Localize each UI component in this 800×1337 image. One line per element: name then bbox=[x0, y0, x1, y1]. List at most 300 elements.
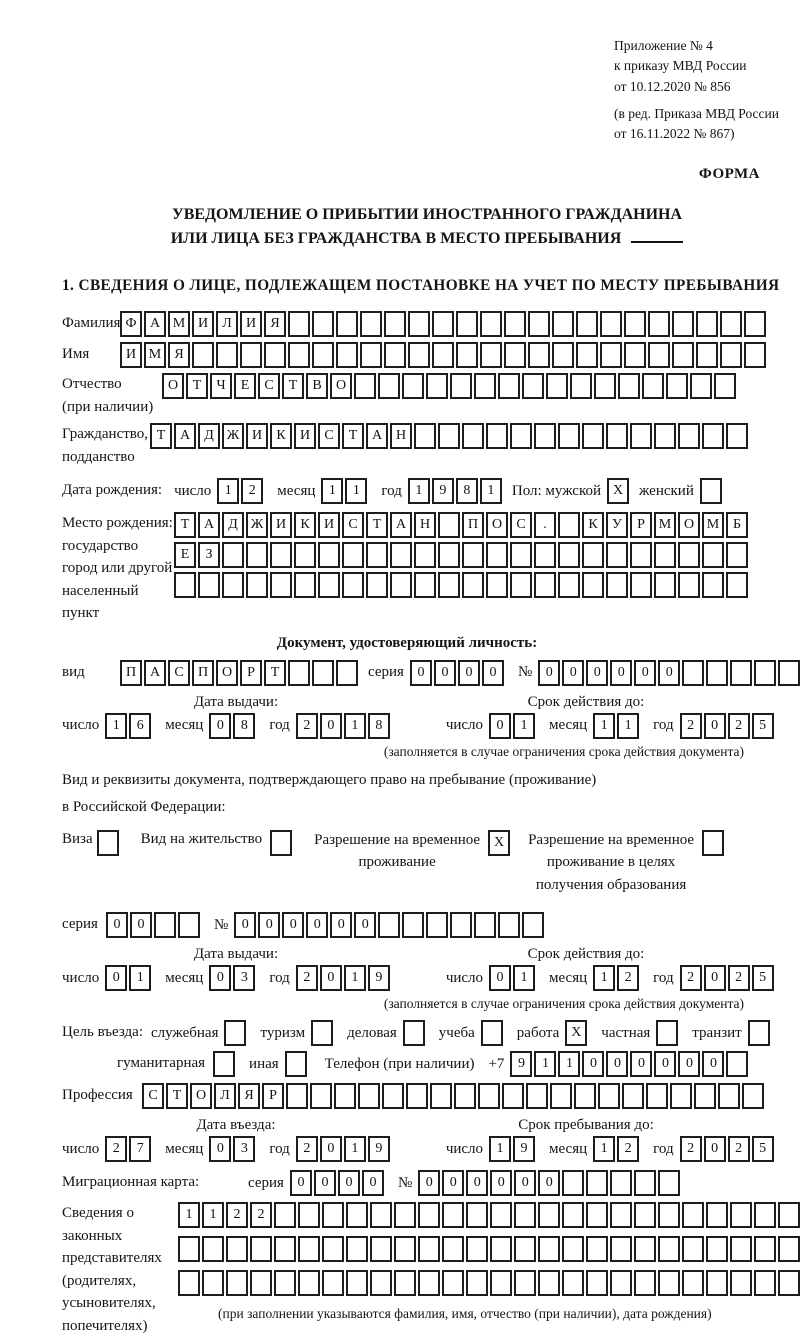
purpose-study-checkbox[interactable] bbox=[481, 1020, 505, 1046]
form-cell[interactable] bbox=[270, 572, 292, 598]
patronymic-cells[interactable] bbox=[162, 373, 738, 399]
doc-series-cells[interactable] bbox=[410, 660, 506, 686]
form-cell[interactable] bbox=[670, 1083, 692, 1109]
form-cell[interactable] bbox=[312, 660, 334, 686]
form-cell[interactable] bbox=[432, 342, 454, 368]
form-cell[interactable]: А bbox=[198, 512, 220, 538]
form-cell[interactable]: Р bbox=[630, 512, 652, 538]
form-cell[interactable]: П bbox=[120, 660, 142, 686]
form-cell[interactable]: И bbox=[120, 342, 142, 368]
form-cell[interactable] bbox=[442, 1202, 464, 1228]
form-cell[interactable] bbox=[394, 1236, 416, 1262]
form-cell[interactable] bbox=[576, 342, 598, 368]
form-cell[interactable] bbox=[778, 1236, 800, 1262]
form-cell[interactable] bbox=[178, 912, 200, 938]
form-cell[interactable]: А bbox=[144, 660, 166, 686]
form-cell[interactable]: 0 bbox=[130, 912, 152, 938]
form-cell[interactable] bbox=[490, 1270, 512, 1296]
phone-cells[interactable] bbox=[510, 1051, 750, 1077]
form-cell[interactable] bbox=[336, 660, 358, 686]
form-cell[interactable]: 0 bbox=[282, 912, 304, 938]
form-cell[interactable] bbox=[358, 1083, 380, 1109]
form-cell[interactable] bbox=[342, 542, 364, 568]
form-cell[interactable]: 7 bbox=[129, 1136, 151, 1162]
form-cell[interactable]: . bbox=[534, 512, 556, 538]
form-cell[interactable]: 1 bbox=[513, 965, 535, 991]
form-cell[interactable] bbox=[442, 1236, 464, 1262]
form-cell[interactable] bbox=[748, 1020, 770, 1046]
form-cell[interactable] bbox=[534, 572, 556, 598]
form-cell[interactable] bbox=[528, 311, 550, 337]
form-cell[interactable] bbox=[378, 912, 400, 938]
form-cell[interactable] bbox=[222, 572, 244, 598]
birthplace-cells-row3[interactable] bbox=[174, 572, 750, 598]
form-cell[interactable]: К bbox=[582, 512, 604, 538]
form-cell[interactable] bbox=[490, 1236, 512, 1262]
form-cell[interactable]: 0 bbox=[105, 965, 127, 991]
form-cell[interactable]: П bbox=[462, 512, 484, 538]
form-cell[interactable] bbox=[606, 542, 628, 568]
form-cell[interactable]: М bbox=[144, 342, 166, 368]
form-cell[interactable]: 2 bbox=[728, 965, 750, 991]
form-cell[interactable] bbox=[754, 1202, 776, 1228]
form-cell[interactable] bbox=[246, 572, 268, 598]
form-cell[interactable] bbox=[682, 1202, 704, 1228]
form-cell[interactable] bbox=[690, 373, 712, 399]
form-cell[interactable]: 0 bbox=[320, 713, 342, 739]
form-cell[interactable]: 1 bbox=[217, 478, 239, 504]
form-cell[interactable] bbox=[462, 542, 484, 568]
form-cell[interactable] bbox=[586, 1170, 608, 1196]
form-cell[interactable]: А bbox=[366, 423, 388, 449]
form-cell[interactable]: Р bbox=[240, 660, 262, 686]
form-cell[interactable] bbox=[696, 342, 718, 368]
form-cell[interactable]: Б bbox=[726, 512, 748, 538]
form-cell[interactable]: М bbox=[654, 512, 676, 538]
form-cell[interactable]: Р bbox=[262, 1083, 284, 1109]
form-cell[interactable]: Ч bbox=[210, 373, 232, 399]
form-cell[interactable] bbox=[558, 512, 580, 538]
form-cell[interactable] bbox=[213, 1051, 235, 1077]
form-cell[interactable] bbox=[648, 342, 670, 368]
form-cell[interactable] bbox=[510, 542, 532, 568]
migration-series-cells[interactable] bbox=[290, 1170, 386, 1196]
form-cell[interactable] bbox=[456, 311, 478, 337]
form-cell[interactable] bbox=[154, 912, 176, 938]
form-cell[interactable]: С bbox=[142, 1083, 164, 1109]
form-cell[interactable] bbox=[97, 830, 119, 856]
form-cell[interactable]: 1 bbox=[344, 713, 366, 739]
form-cell[interactable] bbox=[490, 1202, 512, 1228]
form-cell[interactable]: 0 bbox=[562, 660, 584, 686]
form-cell[interactable] bbox=[582, 423, 604, 449]
form-cell[interactable] bbox=[730, 1270, 752, 1296]
form-cell[interactable] bbox=[486, 572, 508, 598]
form-cell[interactable] bbox=[480, 311, 502, 337]
form-cell[interactable] bbox=[538, 1236, 560, 1262]
form-cell[interactable] bbox=[648, 311, 670, 337]
form-cell[interactable] bbox=[598, 1083, 620, 1109]
form-cell[interactable] bbox=[346, 1270, 368, 1296]
form-cell[interactable] bbox=[414, 572, 436, 598]
form-cell[interactable]: 9 bbox=[510, 1051, 532, 1077]
purpose-work-checkbox[interactable] bbox=[565, 1020, 589, 1046]
form-cell[interactable]: С bbox=[342, 512, 364, 538]
form-cell[interactable]: 1 bbox=[593, 713, 615, 739]
form-cell[interactable]: И bbox=[240, 311, 262, 337]
purpose-official-checkbox[interactable] bbox=[224, 1020, 248, 1046]
form-cell[interactable] bbox=[682, 1270, 704, 1296]
form-cell[interactable] bbox=[264, 342, 286, 368]
form-cell[interactable] bbox=[438, 572, 460, 598]
form-cell[interactable] bbox=[586, 1202, 608, 1228]
form-cell[interactable]: Ж bbox=[222, 423, 244, 449]
form-cell[interactable] bbox=[514, 1270, 536, 1296]
residence-series-cells[interactable] bbox=[106, 912, 202, 938]
form-cell[interactable]: Я bbox=[238, 1083, 260, 1109]
form-cell[interactable]: О bbox=[330, 373, 352, 399]
form-cell[interactable] bbox=[510, 423, 532, 449]
residence-issue-month[interactable] bbox=[209, 965, 257, 991]
form-cell[interactable]: 6 bbox=[129, 713, 151, 739]
form-cell[interactable]: О bbox=[678, 512, 700, 538]
form-cell[interactable] bbox=[694, 1083, 716, 1109]
form-cell[interactable]: 2 bbox=[250, 1202, 272, 1228]
form-cell[interactable]: 2 bbox=[296, 1136, 318, 1162]
form-cell[interactable] bbox=[742, 1083, 764, 1109]
temp-residence-checkbox[interactable] bbox=[488, 830, 512, 856]
form-cell[interactable] bbox=[696, 311, 718, 337]
form-cell[interactable] bbox=[618, 373, 640, 399]
form-cell[interactable] bbox=[408, 342, 430, 368]
form-cell[interactable] bbox=[610, 1170, 632, 1196]
form-cell[interactable] bbox=[624, 342, 646, 368]
purpose-transit-checkbox[interactable] bbox=[748, 1020, 772, 1046]
form-cell[interactable] bbox=[706, 1270, 728, 1296]
form-cell[interactable]: Д bbox=[198, 423, 220, 449]
form-cell[interactable]: 2 bbox=[617, 965, 639, 991]
birthplace-cells-row2[interactable] bbox=[174, 542, 750, 568]
form-cell[interactable] bbox=[430, 1083, 452, 1109]
form-cell[interactable] bbox=[606, 572, 628, 598]
form-cell[interactable] bbox=[402, 912, 424, 938]
form-cell[interactable]: 0 bbox=[704, 1136, 726, 1162]
form-cell[interactable] bbox=[390, 572, 412, 598]
form-cell[interactable] bbox=[402, 373, 424, 399]
form-cell[interactable] bbox=[502, 1083, 524, 1109]
form-cell[interactable] bbox=[550, 1083, 572, 1109]
form-cell[interactable] bbox=[672, 342, 694, 368]
form-cell[interactable] bbox=[706, 660, 728, 686]
form-cell[interactable] bbox=[600, 342, 622, 368]
form-cell[interactable]: 1 bbox=[513, 713, 535, 739]
form-cell[interactable]: 1 bbox=[593, 965, 615, 991]
form-cell[interactable]: 2 bbox=[105, 1136, 127, 1162]
form-cell[interactable] bbox=[466, 1270, 488, 1296]
form-cell[interactable] bbox=[726, 572, 748, 598]
form-cell[interactable]: И bbox=[270, 512, 292, 538]
residence-issue-day[interactable] bbox=[105, 965, 153, 991]
form-cell[interactable]: 2 bbox=[680, 713, 702, 739]
form-cell[interactable]: 0 bbox=[514, 1170, 536, 1196]
form-cell[interactable] bbox=[354, 373, 376, 399]
form-cell[interactable]: С bbox=[318, 423, 340, 449]
form-cell[interactable]: 5 bbox=[752, 713, 774, 739]
form-cell[interactable]: 0 bbox=[654, 1051, 676, 1077]
citizenship-cells[interactable] bbox=[150, 423, 750, 449]
form-cell[interactable]: 0 bbox=[466, 1170, 488, 1196]
entry-year[interactable] bbox=[296, 1136, 392, 1162]
form-cell[interactable] bbox=[366, 542, 388, 568]
form-cell[interactable] bbox=[630, 572, 652, 598]
form-cell[interactable]: 0 bbox=[362, 1170, 384, 1196]
form-cell[interactable] bbox=[418, 1202, 440, 1228]
form-cell[interactable]: 0 bbox=[338, 1170, 360, 1196]
form-cell[interactable]: Л bbox=[216, 311, 238, 337]
form-cell[interactable]: 1 bbox=[202, 1202, 224, 1228]
form-cell[interactable]: Т bbox=[282, 373, 304, 399]
doc-kind-cells[interactable] bbox=[120, 660, 360, 686]
form-cell[interactable] bbox=[678, 542, 700, 568]
form-cell[interactable] bbox=[562, 1170, 584, 1196]
form-cell[interactable] bbox=[462, 423, 484, 449]
form-cell[interactable]: 1 bbox=[593, 1136, 615, 1162]
form-cell[interactable]: Т bbox=[186, 373, 208, 399]
form-cell[interactable] bbox=[754, 660, 776, 686]
form-cell[interactable] bbox=[384, 342, 406, 368]
form-cell[interactable]: 1 bbox=[178, 1202, 200, 1228]
form-cell[interactable] bbox=[558, 542, 580, 568]
form-cell[interactable]: 1 bbox=[345, 478, 367, 504]
form-cell[interactable]: 1 bbox=[480, 478, 502, 504]
form-cell[interactable] bbox=[450, 912, 472, 938]
form-cell[interactable] bbox=[298, 1270, 320, 1296]
form-cell[interactable] bbox=[360, 311, 382, 337]
form-cell[interactable] bbox=[178, 1236, 200, 1262]
form-cell[interactable] bbox=[744, 342, 766, 368]
form-cell[interactable] bbox=[390, 542, 412, 568]
form-cell[interactable]: О bbox=[486, 512, 508, 538]
form-cell[interactable] bbox=[754, 1270, 776, 1296]
form-cell[interactable] bbox=[606, 423, 628, 449]
form-cell[interactable]: С bbox=[168, 660, 190, 686]
form-cell[interactable] bbox=[274, 1236, 296, 1262]
form-cell[interactable] bbox=[522, 373, 544, 399]
form-cell[interactable]: 0 bbox=[489, 965, 511, 991]
visa-checkbox[interactable] bbox=[97, 830, 121, 856]
form-cell[interactable]: 2 bbox=[728, 1136, 750, 1162]
form-cell[interactable]: 1 bbox=[129, 965, 151, 991]
form-cell[interactable]: О bbox=[190, 1083, 212, 1109]
form-cell[interactable] bbox=[312, 311, 334, 337]
form-cell[interactable] bbox=[322, 1202, 344, 1228]
form-cell[interactable]: 1 bbox=[408, 478, 430, 504]
form-cell[interactable]: С bbox=[510, 512, 532, 538]
profession-cells[interactable] bbox=[142, 1083, 766, 1109]
form-cell[interactable]: Н bbox=[414, 512, 436, 538]
form-cell[interactable]: 8 bbox=[456, 478, 478, 504]
form-cell[interactable]: П bbox=[192, 660, 214, 686]
form-cell[interactable] bbox=[370, 1270, 392, 1296]
form-cell[interactable] bbox=[288, 660, 310, 686]
form-cell[interactable]: И bbox=[294, 423, 316, 449]
form-cell[interactable]: Т bbox=[342, 423, 364, 449]
form-cell[interactable] bbox=[426, 912, 448, 938]
form-cell[interactable] bbox=[666, 373, 688, 399]
form-cell[interactable]: 8 bbox=[368, 713, 390, 739]
form-cell[interactable]: 0 bbox=[702, 1051, 724, 1077]
form-cell[interactable]: 2 bbox=[241, 478, 263, 504]
representatives-cells-row2[interactable] bbox=[178, 1236, 800, 1262]
form-cell[interactable]: Н bbox=[390, 423, 412, 449]
form-cell[interactable] bbox=[562, 1236, 584, 1262]
form-cell[interactable] bbox=[442, 1270, 464, 1296]
birthplace-cells-row1[interactable] bbox=[174, 512, 750, 538]
form-cell[interactable] bbox=[720, 311, 742, 337]
form-cell[interactable] bbox=[702, 542, 724, 568]
form-cell[interactable]: О bbox=[162, 373, 184, 399]
form-cell[interactable]: 0 bbox=[320, 1136, 342, 1162]
migration-number-cells[interactable] bbox=[418, 1170, 682, 1196]
form-cell[interactable] bbox=[546, 373, 568, 399]
form-cell[interactable] bbox=[700, 478, 722, 504]
form-cell[interactable] bbox=[274, 1270, 296, 1296]
form-cell[interactable] bbox=[586, 1270, 608, 1296]
form-cell[interactable] bbox=[594, 373, 616, 399]
form-cell[interactable] bbox=[730, 1236, 752, 1262]
form-cell[interactable]: 2 bbox=[617, 1136, 639, 1162]
form-cell[interactable] bbox=[418, 1270, 440, 1296]
purpose-other-checkbox[interactable] bbox=[285, 1051, 309, 1077]
form-cell[interactable] bbox=[481, 1020, 503, 1046]
form-cell[interactable] bbox=[474, 373, 496, 399]
form-cell[interactable]: 0 bbox=[704, 713, 726, 739]
form-cell[interactable] bbox=[658, 1236, 680, 1262]
form-cell[interactable]: 1 bbox=[558, 1051, 580, 1077]
form-cell[interactable] bbox=[408, 311, 430, 337]
firstname-cells[interactable] bbox=[120, 342, 768, 368]
form-cell[interactable]: Т bbox=[174, 512, 196, 538]
form-cell[interactable] bbox=[714, 373, 736, 399]
form-cell[interactable] bbox=[678, 572, 700, 598]
form-cell[interactable] bbox=[370, 1236, 392, 1262]
form-cell[interactable] bbox=[778, 1270, 800, 1296]
identity-valid-year[interactable] bbox=[680, 713, 776, 739]
form-cell[interactable] bbox=[342, 572, 364, 598]
residence-issue-year[interactable] bbox=[296, 965, 392, 991]
form-cell[interactable]: 0 bbox=[482, 660, 504, 686]
form-cell[interactable] bbox=[658, 1170, 680, 1196]
residence-permit-checkbox[interactable] bbox=[270, 830, 294, 856]
entry-month[interactable] bbox=[209, 1136, 257, 1162]
form-cell[interactable] bbox=[706, 1236, 728, 1262]
form-cell[interactable]: 0 bbox=[458, 660, 480, 686]
form-cell[interactable] bbox=[216, 342, 238, 368]
form-cell[interactable] bbox=[288, 342, 310, 368]
form-cell[interactable] bbox=[552, 342, 574, 368]
form-cell[interactable] bbox=[478, 1083, 500, 1109]
entry-day[interactable] bbox=[105, 1136, 153, 1162]
form-cell[interactable] bbox=[466, 1202, 488, 1228]
form-cell[interactable] bbox=[630, 542, 652, 568]
purpose-tourism-checkbox[interactable] bbox=[311, 1020, 335, 1046]
form-cell[interactable] bbox=[202, 1236, 224, 1262]
form-cell[interactable] bbox=[454, 1083, 476, 1109]
form-cell[interactable]: М bbox=[702, 512, 724, 538]
form-cell[interactable] bbox=[562, 1270, 584, 1296]
form-cell[interactable]: 0 bbox=[490, 1170, 512, 1196]
form-cell[interactable] bbox=[456, 342, 478, 368]
form-cell[interactable] bbox=[403, 1020, 425, 1046]
purpose-humanitarian-checkbox[interactable] bbox=[213, 1051, 237, 1077]
representatives-cells-row3[interactable] bbox=[178, 1270, 800, 1296]
form-cell[interactable] bbox=[198, 572, 220, 598]
form-cell[interactable] bbox=[702, 830, 724, 856]
form-cell[interactable] bbox=[486, 423, 508, 449]
form-cell[interactable]: 2 bbox=[296, 713, 318, 739]
form-cell[interactable]: М bbox=[168, 311, 190, 337]
edu-residence-checkbox[interactable] bbox=[702, 830, 726, 856]
form-cell[interactable]: 5 bbox=[752, 1136, 774, 1162]
form-cell[interactable] bbox=[250, 1236, 272, 1262]
form-cell[interactable]: 0 bbox=[678, 1051, 700, 1077]
form-cell[interactable] bbox=[622, 1083, 644, 1109]
form-cell[interactable] bbox=[582, 572, 604, 598]
form-cell[interactable] bbox=[498, 912, 520, 938]
form-cell[interactable]: 2 bbox=[226, 1202, 248, 1228]
residence-valid-month[interactable] bbox=[593, 965, 641, 991]
form-cell[interactable] bbox=[682, 1236, 704, 1262]
form-cell[interactable] bbox=[474, 912, 496, 938]
form-cell[interactable] bbox=[558, 423, 580, 449]
form-cell[interactable]: 0 bbox=[582, 1051, 604, 1077]
form-cell[interactable] bbox=[318, 572, 340, 598]
form-cell[interactable]: Я bbox=[264, 311, 286, 337]
representatives-cells-row1[interactable] bbox=[178, 1202, 800, 1228]
form-cell[interactable]: 0 bbox=[320, 965, 342, 991]
form-cell[interactable]: Т bbox=[150, 423, 172, 449]
form-cell[interactable]: 0 bbox=[418, 1170, 440, 1196]
form-cell[interactable] bbox=[226, 1270, 248, 1296]
form-cell[interactable] bbox=[286, 1083, 308, 1109]
form-cell[interactable] bbox=[310, 1083, 332, 1109]
form-cell[interactable] bbox=[294, 572, 316, 598]
form-cell[interactable] bbox=[634, 1236, 656, 1262]
form-cell[interactable] bbox=[526, 1083, 548, 1109]
identity-issue-day[interactable] bbox=[105, 713, 153, 739]
stay-day[interactable] bbox=[489, 1136, 537, 1162]
form-cell[interactable] bbox=[576, 311, 598, 337]
form-cell[interactable]: 0 bbox=[704, 965, 726, 991]
form-cell[interactable] bbox=[642, 373, 664, 399]
form-cell[interactable] bbox=[582, 542, 604, 568]
form-cell[interactable]: 0 bbox=[630, 1051, 652, 1077]
form-cell[interactable]: Т bbox=[264, 660, 286, 686]
form-cell[interactable]: И bbox=[246, 423, 268, 449]
form-cell[interactable]: 2 bbox=[728, 713, 750, 739]
form-cell[interactable] bbox=[610, 1236, 632, 1262]
form-cell[interactable] bbox=[610, 1202, 632, 1228]
form-cell[interactable]: 2 bbox=[680, 965, 702, 991]
residence-number-cells[interactable] bbox=[234, 912, 546, 938]
form-cell[interactable]: И bbox=[192, 311, 214, 337]
form-cell[interactable] bbox=[382, 1083, 404, 1109]
form-cell[interactable] bbox=[534, 542, 556, 568]
form-cell[interactable] bbox=[178, 1270, 200, 1296]
form-cell[interactable]: 0 bbox=[410, 660, 432, 686]
form-cell[interactable] bbox=[414, 542, 436, 568]
form-cell[interactable] bbox=[610, 1270, 632, 1296]
